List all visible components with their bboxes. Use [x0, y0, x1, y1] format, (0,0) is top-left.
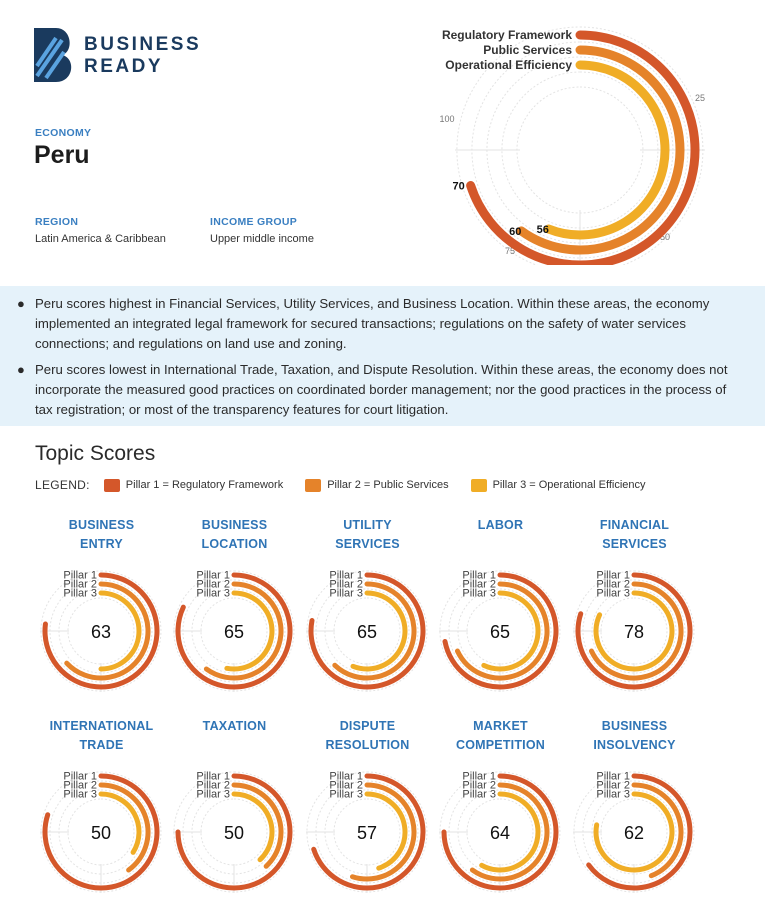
topic-name-line: TAXATION — [202, 719, 267, 733]
topic-card — [434, 717, 567, 910]
topic-card — [301, 717, 434, 910]
business-ready-logo-icon — [34, 28, 76, 82]
pillar-label: Pillar 3 — [462, 788, 496, 801]
pillar-label: Pillar 3 — [596, 788, 630, 801]
tick-label: 75 — [504, 246, 516, 256]
topic-radial-chart — [168, 767, 301, 897]
pillar-label: Pillar 3 — [196, 788, 230, 801]
pillar-label: Pillar 1 — [462, 569, 496, 582]
pillar-label: Pillar 3 — [596, 587, 630, 600]
topic-name-line: SERVICES — [602, 537, 667, 551]
economy-label: ECONOMY — [35, 127, 92, 139]
pillar-label: Pillar 1 — [196, 770, 230, 783]
pillar-label: Pillar 2 — [63, 578, 97, 591]
topic-radial-chart — [568, 767, 701, 897]
topic-radial-chart — [568, 566, 701, 696]
topic-card — [35, 717, 168, 910]
bullet-icon: ● — [17, 296, 25, 311]
pillar-label: Pillar 2 — [596, 578, 630, 591]
topic-score: 50 — [90, 823, 112, 843]
topic-radial-chart — [434, 566, 567, 696]
topic-name — [168, 516, 301, 554]
pillar-label: Pillar 1 — [596, 569, 630, 582]
pillar-label: Pillar 2 — [329, 578, 363, 591]
topic-scores-title: Topic Scores — [35, 442, 156, 465]
topic-name-line: DISPUTE — [339, 719, 396, 733]
topic-radial-chart — [434, 767, 567, 897]
topic-name — [301, 717, 434, 755]
series-label: Public Services — [483, 43, 572, 57]
topic-name-line: INTERNATIONAL — [49, 719, 154, 733]
topic-radial-chart — [35, 767, 168, 897]
legend-swatch — [471, 479, 487, 492]
pillar-label: Pillar 1 — [63, 770, 97, 783]
legend-item-pillar-3 — [471, 479, 646, 492]
pillar-label: Pillar 3 — [196, 587, 230, 600]
topic-score: 64 — [489, 823, 511, 843]
summary-text-lowest: Peru scores lowest in International Trade, Taxation, and Dispute Resolution. Within these areas, the economy does not incorporate the measured good practices on coordinated border management; nor the good practices in the process of tax registration; or most of the transparency features for court litigation. — [35, 362, 728, 417]
topic-name-line: FINANCIAL — [599, 518, 670, 532]
topic-name — [301, 516, 434, 554]
topic-card — [301, 516, 434, 711]
topic-card — [568, 717, 701, 910]
topic-score: 57 — [356, 823, 378, 843]
grid-ring — [502, 72, 658, 228]
topic-card — [35, 516, 168, 711]
pillar-label: Pillar 1 — [462, 770, 496, 783]
pillar-label: Pillar 2 — [596, 779, 630, 792]
summary-bullet — [17, 360, 745, 420]
topic-name-line: ENTRY — [80, 537, 123, 551]
topic-name — [568, 516, 701, 554]
legend-label: Pillar 1 = Regulatory Framework — [125, 479, 284, 491]
pillar-label: Pillar 2 — [462, 779, 496, 792]
topic-name-line: INSOLVENCY — [593, 738, 676, 752]
legend-item-pillar-1 — [104, 479, 283, 492]
business-ready-logo — [34, 28, 214, 88]
topic-name-line: UTILITY — [343, 518, 392, 532]
legend-caption: LEGEND: — [35, 478, 90, 492]
pillar-label: Pillar 3 — [329, 788, 363, 801]
topic-radial-chart — [301, 566, 434, 696]
grid-ring — [517, 87, 643, 213]
pillar-label: Pillar 1 — [329, 569, 363, 582]
topic-score: 65 — [356, 622, 378, 642]
pillar-label: Pillar 1 — [63, 569, 97, 582]
economy-name: Peru — [34, 141, 90, 169]
legend-swatch — [104, 479, 120, 492]
pillar-label: Pillar 1 — [329, 770, 363, 783]
topic-name-line: SERVICES — [335, 537, 400, 551]
brand-name — [84, 34, 201, 78]
topic-name-line: BUSINESS — [201, 518, 268, 532]
topic-radial-chart — [35, 566, 168, 696]
topic-name — [35, 516, 168, 554]
pillar-label: Pillar 3 — [63, 587, 97, 600]
region-label: REGION — [35, 216, 79, 228]
region-value: Latin America & Caribbean — [35, 233, 166, 245]
value-label: 70 — [452, 180, 465, 193]
topic-radial-chart — [168, 566, 301, 696]
pillar-label: Pillar 2 — [462, 578, 496, 591]
topic-score: 50 — [223, 823, 245, 843]
topic-card — [168, 516, 301, 711]
topic-name — [168, 717, 301, 736]
pillar-label: Pillar 1 — [596, 770, 630, 783]
pillar-label: Pillar 3 — [329, 587, 363, 600]
topic-name-line: LOCATION — [201, 537, 268, 551]
topic-score: 78 — [623, 622, 645, 642]
summary-bullet — [17, 294, 745, 354]
legend — [35, 478, 668, 492]
summary-panel — [0, 286, 765, 426]
tick-label: 50 — [659, 232, 671, 242]
pillar-label: Pillar 3 — [63, 788, 97, 801]
topic-radial-chart — [301, 767, 434, 897]
bullet-icon: ● — [17, 362, 25, 377]
topic-name-line: BUSINESS — [68, 518, 135, 532]
topic-name-line: MARKET — [473, 719, 528, 733]
brand-line-1: BUSINESS — [84, 34, 202, 55]
pillar-label: Pillar 2 — [196, 578, 230, 591]
legend-label: Pillar 2 = Public Services — [327, 479, 449, 491]
pillar-label: Pillar 3 — [462, 587, 496, 600]
topic-name-line: TRADE — [79, 738, 124, 752]
topic-name — [568, 717, 701, 755]
legend-label: Pillar 3 = Operational Efficiency — [492, 479, 646, 491]
topic-name — [434, 516, 567, 535]
topic-name-line: RESOLUTION — [325, 738, 410, 752]
topic-name-line: BUSINESS — [601, 719, 668, 733]
legend-swatch — [305, 479, 321, 492]
overall-pillar-chart — [395, 10, 725, 265]
pillar-label: Pillar 2 — [329, 779, 363, 792]
topic-name — [434, 717, 567, 755]
income-group-value: Upper middle income — [210, 233, 314, 245]
topic-name — [35, 717, 168, 755]
topic-name-line: COMPETITION — [455, 738, 545, 752]
topic-card — [168, 717, 301, 910]
tick-label: 25 — [694, 93, 706, 103]
legend-item-pillar-2 — [305, 479, 448, 492]
topic-score: 63 — [90, 622, 112, 642]
brand-line-2: READY — [84, 56, 164, 77]
topic-score: 62 — [623, 823, 645, 843]
pillar-label: Pillar 2 — [196, 779, 230, 792]
value-label: 56 — [536, 224, 549, 237]
topic-name-line: LABOR — [477, 518, 524, 532]
value-label: 60 — [509, 225, 522, 238]
topic-score: 65 — [489, 622, 511, 642]
summary-text-highest: Peru scores highest in Financial Services, Utility Services, and Business Location. Within these areas, the economy implemented an integrated legal framework for secured transactions; regulations on the safety of water services connections; and regulations on land use and zoning. — [35, 296, 710, 351]
pillar-label: Pillar 1 — [196, 569, 230, 582]
topic-card — [434, 516, 567, 711]
topic-card — [568, 516, 701, 711]
income-group-label: INCOME GROUP — [210, 216, 298, 228]
tick-label: 100 — [439, 114, 455, 124]
topic-score: 65 — [223, 622, 245, 642]
series-label: Regulatory Framework — [441, 28, 572, 42]
series-label: Operational Efficiency — [445, 58, 572, 72]
pillar-label: Pillar 2 — [63, 779, 97, 792]
